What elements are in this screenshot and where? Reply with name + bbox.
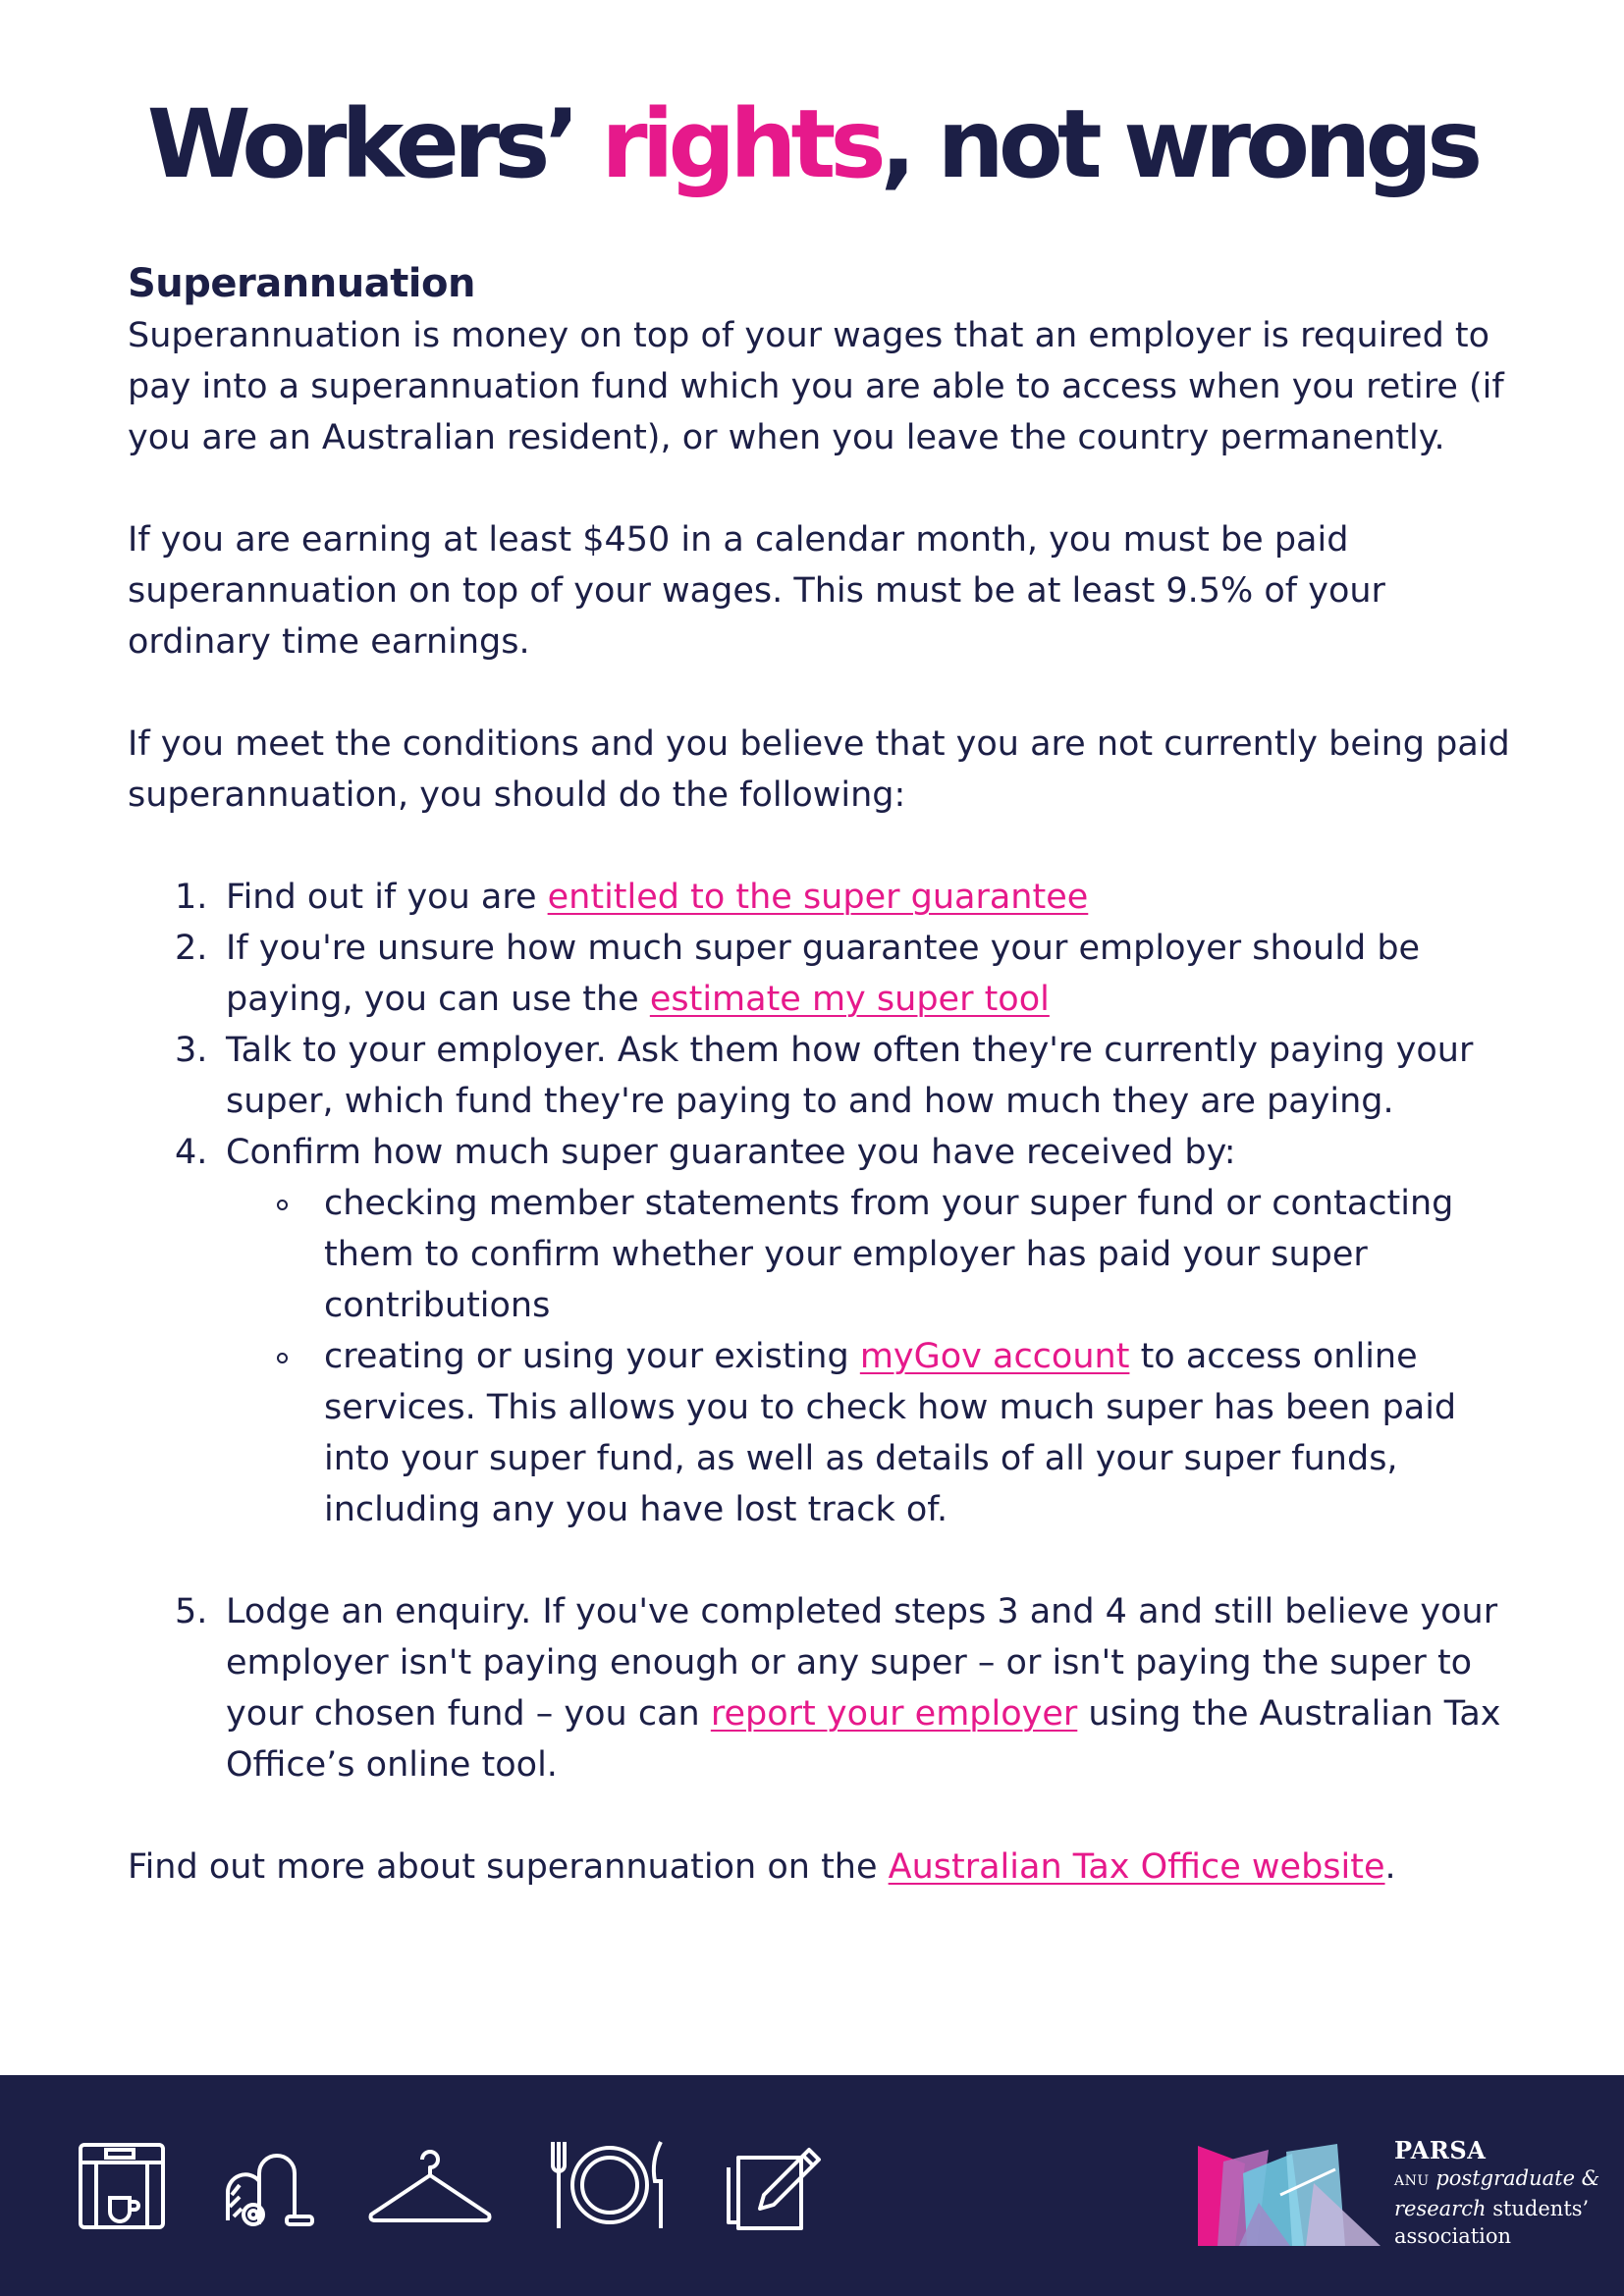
page-title — [0, 90, 1624, 198]
step-number: 4. — [175, 1133, 208, 1172]
vacuum-cleaner-icon — [218, 2134, 316, 2232]
steps-list — [128, 872, 1522, 1790]
substep-item-1 — [128, 1178, 1522, 1331]
step-text: Lodge an enquiry. If you've completed steps 3 and 4 and still believe your employer isn't paying enough or any super – or isn't paying the super to your chosen fund – you can — [226, 1592, 1498, 1734]
notepad-pen-icon — [725, 2138, 825, 2232]
step-number: 2. — [175, 929, 208, 968]
parsa-brand-text — [1394, 2137, 1599, 2250]
brand-line-3: association — [1394, 2224, 1512, 2248]
cutlery-plate-icon — [547, 2138, 673, 2232]
report-employer-link[interactable]: report your employer — [710, 1694, 1078, 1734]
main-content — [128, 257, 1522, 1893]
hollow-bullet-icon — [277, 1200, 288, 1210]
step-number: 3. — [175, 1031, 208, 1070]
step-item-3 — [128, 1025, 1522, 1127]
substep-text: checking member statements from your super fund or contacting them to confirm whether your employer has paid your super contributions — [324, 1184, 1454, 1325]
substep-item-2 — [128, 1331, 1522, 1535]
brand-line-1: ANU postgraduate & — [1394, 2166, 1600, 2190]
closing-text: Find out more about superannuation on the — [128, 1847, 889, 1887]
substep-text-after: to access online services. This allows you to check how much super has been paid into your super fund, as well as details of all your super funds, including any you have lost track of. — [324, 1337, 1457, 1529]
substeps-list — [226, 1178, 1522, 1535]
step-number: 1. — [175, 878, 208, 917]
substep-text: creating or using your existing — [324, 1337, 860, 1376]
closing-period: . — [1384, 1847, 1396, 1887]
step-item-1 — [128, 872, 1522, 923]
threshold-paragraph: If you are earning at least $450 in a calendar month, you must be paid superannuation on top of your wages. This must be at least 9.5% of your ordinary time earnings. — [128, 520, 1385, 662]
section-heading: Superannuation — [128, 261, 475, 306]
step-number: 5. — [175, 1592, 208, 1631]
step-text: If you're unsure how much super guarantee your employer should be paying, you can use the — [226, 929, 1421, 1019]
step-item-4 — [128, 1127, 1522, 1535]
footer-banner — [0, 2075, 1624, 2296]
conditions-paragraph: If you meet the conditions and you believe that you are not currently being paid superannuation, you should do the following: — [128, 724, 1510, 815]
mygov-account-link[interactable]: myGov account — [859, 1337, 1130, 1376]
step-text: Talk to your employer. Ask them how often they're currently paying your super, which fund they're paying to and how much they are paying. — [226, 1031, 1474, 1121]
step-text: Confirm how much super guarantee you have received by: — [226, 1133, 1236, 1172]
brand-name: PARSA — [1394, 2136, 1487, 2164]
step-text: Find out if you are — [226, 878, 548, 917]
step-item-5 — [128, 1586, 1522, 1790]
entitled-super-guarantee-link[interactable]: entitled to the super guarantee — [547, 878, 1089, 917]
coat-hanger-icon — [365, 2138, 495, 2226]
title-accent: rights — [601, 89, 881, 199]
brand-line-2: research students’ — [1394, 2197, 1590, 2220]
ato-website-link[interactable]: Australian Tax Office website — [888, 1847, 1385, 1887]
title-part-1: Workers’ — [146, 89, 602, 199]
step-text-after: using the Australian Tax Office’s online tool. — [226, 1694, 1501, 1785]
step-item-2 — [128, 923, 1522, 1025]
intro-paragraph: Superannuation is money on top of your wages that an employer is required to pay into a superannuation fund which you are able to access when you retire (if you are an Australian resident), or when you leave the country permanently. — [128, 316, 1504, 457]
coffee-machine-icon — [77, 2141, 167, 2231]
parsa-logo-mark — [1198, 2144, 1380, 2248]
title-part-2: , not wrongs — [880, 89, 1478, 199]
estimate-super-tool-link[interactable]: estimate my super tool — [649, 980, 1050, 1019]
hollow-bullet-icon — [277, 1353, 288, 1363]
closing-paragraph — [128, 1842, 1522, 1893]
